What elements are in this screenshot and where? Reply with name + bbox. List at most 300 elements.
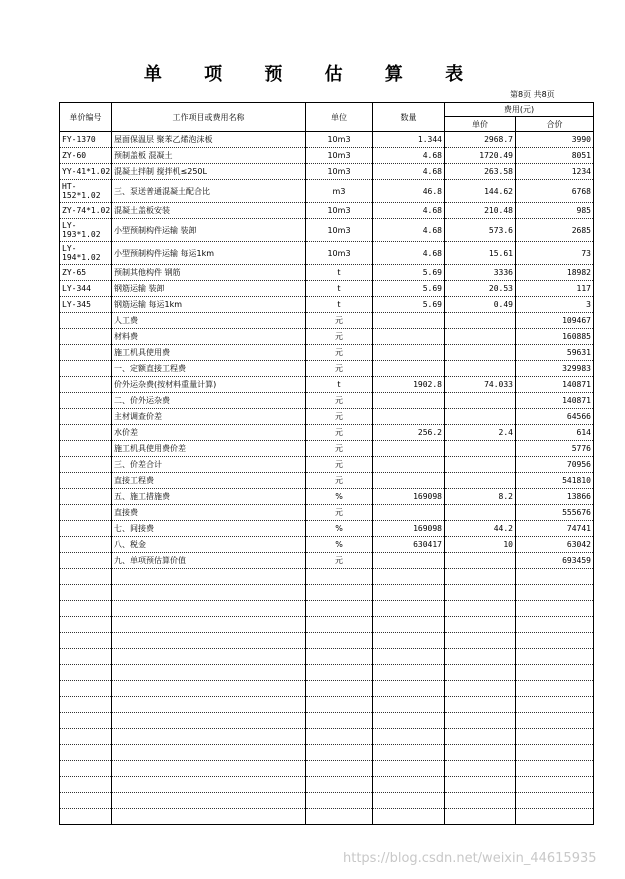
- blank-cell: [112, 681, 306, 697]
- cell-price: [445, 457, 516, 473]
- blank-cell: [516, 665, 594, 681]
- blank-cell: [306, 793, 373, 809]
- cell-price: [445, 393, 516, 409]
- cell-qty: 1902.8: [373, 377, 445, 393]
- blank-cell: [445, 713, 516, 729]
- blank-row: [60, 585, 594, 601]
- cell-code: HT-152*1.02: [60, 180, 112, 203]
- cell-code: [60, 457, 112, 473]
- blank-cell: [516, 617, 594, 633]
- cell-qty: 46.8: [373, 180, 445, 203]
- cell-qty: 5.69: [373, 281, 445, 297]
- cell-total: 1234: [516, 164, 594, 180]
- cell-price: [445, 313, 516, 329]
- cell-total: 614: [516, 425, 594, 441]
- cell-price: [445, 505, 516, 521]
- cell-price: 2.4: [445, 425, 516, 441]
- blank-cell: [112, 569, 306, 585]
- cell-name: 混凝土盖板安装: [112, 203, 306, 219]
- header-qty: 数量: [373, 103, 445, 132]
- cell-code: [60, 361, 112, 377]
- blank-cell: [306, 729, 373, 745]
- cell-code: [60, 489, 112, 505]
- cell-price: 3336: [445, 265, 516, 281]
- blank-cell: [112, 649, 306, 665]
- table-row: [60, 265, 594, 281]
- blank-cell: [373, 745, 445, 761]
- blank-cell: [373, 681, 445, 697]
- cell-total: 329983: [516, 361, 594, 377]
- cell-price: 8.2: [445, 489, 516, 505]
- cell-unit: 元: [306, 473, 373, 489]
- blank-cell: [516, 745, 594, 761]
- blank-cell: [516, 809, 594, 825]
- cell-total: 541810: [516, 473, 594, 489]
- cell-code: LY-345: [60, 297, 112, 313]
- cell-unit: m3: [306, 180, 373, 203]
- blank-cell: [445, 729, 516, 745]
- cell-name: 钢筋运输 每运1km: [112, 297, 306, 313]
- cell-qty: [373, 553, 445, 569]
- table-row: [60, 537, 594, 553]
- blank-cell: [445, 745, 516, 761]
- blank-row: [60, 633, 594, 649]
- cell-price: [445, 329, 516, 345]
- cell-qty: 4.68: [373, 164, 445, 180]
- blank-cell: [112, 809, 306, 825]
- cell-unit: t: [306, 377, 373, 393]
- blank-cell: [445, 697, 516, 713]
- blank-cell: [373, 617, 445, 633]
- table-row: [60, 242, 594, 265]
- blank-cell: [60, 761, 112, 777]
- blank-cell: [373, 777, 445, 793]
- blank-cell: [516, 681, 594, 697]
- blank-cell: [445, 761, 516, 777]
- blank-row: [60, 809, 594, 825]
- table-row: [60, 441, 594, 457]
- cell-price: 2968.7: [445, 132, 516, 148]
- blank-cell: [306, 697, 373, 713]
- table-row: [60, 219, 594, 242]
- cell-price: 263.58: [445, 164, 516, 180]
- table-row: [60, 393, 594, 409]
- cell-name: 主材调查价差: [112, 409, 306, 425]
- cell-code: ZY-74*1.02: [60, 203, 112, 219]
- cell-unit: 元: [306, 425, 373, 441]
- cell-qty: 4.68: [373, 148, 445, 164]
- blank-row: [60, 745, 594, 761]
- blank-cell: [373, 793, 445, 809]
- cell-code: [60, 409, 112, 425]
- table-row: [60, 425, 594, 441]
- cell-name: 七、间接费: [112, 521, 306, 537]
- cell-unit: %: [306, 489, 373, 505]
- cell-total: 5776: [516, 441, 594, 457]
- blank-cell: [112, 745, 306, 761]
- cell-price: 1720.49: [445, 148, 516, 164]
- cell-unit: 元: [306, 409, 373, 425]
- cell-price: [445, 441, 516, 457]
- blank-cell: [60, 617, 112, 633]
- blank-cell: [306, 761, 373, 777]
- cell-code: [60, 393, 112, 409]
- cell-price: [445, 473, 516, 489]
- blank-row: [60, 761, 594, 777]
- table-row: [60, 521, 594, 537]
- cell-name: 小型预制构件运输 装卸: [112, 219, 306, 242]
- cell-code: LY-193*1.02: [60, 219, 112, 242]
- blank-cell: [373, 585, 445, 601]
- cell-total: 13866: [516, 489, 594, 505]
- cell-total: 8051: [516, 148, 594, 164]
- blank-row: [60, 649, 594, 665]
- blank-cell: [373, 569, 445, 585]
- blank-cell: [445, 681, 516, 697]
- table-row: [60, 203, 594, 219]
- cell-code: ZY-60: [60, 148, 112, 164]
- cell-price: [445, 345, 516, 361]
- blank-cell: [445, 809, 516, 825]
- header-unit: 单位: [306, 103, 373, 132]
- cell-unit: %: [306, 521, 373, 537]
- table-row: [60, 164, 594, 180]
- cell-name: 价外运杂费(按材料重量计算): [112, 377, 306, 393]
- blank-cell: [445, 585, 516, 601]
- blank-cell: [516, 585, 594, 601]
- cell-unit: t: [306, 281, 373, 297]
- cell-total: 3: [516, 297, 594, 313]
- header-code: 单价编号: [60, 103, 112, 132]
- blank-cell: [516, 777, 594, 793]
- blank-cell: [373, 665, 445, 681]
- cell-price: 0.49: [445, 297, 516, 313]
- blank-cell: [112, 601, 306, 617]
- blank-cell: [306, 569, 373, 585]
- cell-total: 6768: [516, 180, 594, 203]
- table-row: [60, 297, 594, 313]
- blank-cell: [60, 745, 112, 761]
- blank-cell: [60, 633, 112, 649]
- cell-name: 三、泵送普通混凝土配合比: [112, 180, 306, 203]
- blank-cell: [516, 569, 594, 585]
- cell-price: 44.2: [445, 521, 516, 537]
- cell-unit: 10m3: [306, 219, 373, 242]
- cell-unit: 10m3: [306, 132, 373, 148]
- blank-cell: [306, 745, 373, 761]
- page-info: 第8页 共8页: [510, 90, 555, 99]
- blank-cell: [60, 697, 112, 713]
- cell-name: 预制其他构件 钢筋: [112, 265, 306, 281]
- blank-row: [60, 729, 594, 745]
- cell-qty: 4.68: [373, 242, 445, 265]
- cell-name: 施工机具使用费价差: [112, 441, 306, 457]
- cell-unit: 元: [306, 553, 373, 569]
- cell-unit: 元: [306, 361, 373, 377]
- header-cost: 费用(元): [445, 103, 594, 117]
- cell-name: 小型预制构件运输 每运1km: [112, 242, 306, 265]
- blank-cell: [516, 761, 594, 777]
- blank-row: [60, 569, 594, 585]
- blank-cell: [373, 761, 445, 777]
- cell-code: [60, 473, 112, 489]
- cell-total: 140871: [516, 377, 594, 393]
- blank-row: [60, 777, 594, 793]
- cell-code: [60, 553, 112, 569]
- cell-qty: 256.2: [373, 425, 445, 441]
- cell-unit: t: [306, 265, 373, 281]
- table-row: [60, 281, 594, 297]
- blank-cell: [112, 761, 306, 777]
- blank-cell: [60, 729, 112, 745]
- blank-cell: [373, 697, 445, 713]
- cell-total: 109467: [516, 313, 594, 329]
- blank-cell: [60, 665, 112, 681]
- blank-cell: [516, 601, 594, 617]
- blank-cell: [60, 777, 112, 793]
- cell-code: ZY-65: [60, 265, 112, 281]
- cell-qty: [373, 409, 445, 425]
- cell-price: 10: [445, 537, 516, 553]
- cell-qty: [373, 345, 445, 361]
- cell-unit: 元: [306, 393, 373, 409]
- watermark: https://blog.csdn.net/weixin_44615935: [343, 851, 597, 866]
- cell-total: 2685: [516, 219, 594, 242]
- cell-qty: 1.344: [373, 132, 445, 148]
- blank-cell: [445, 569, 516, 585]
- table-row: [60, 313, 594, 329]
- cell-name: 一、定额直接工程费: [112, 361, 306, 377]
- blank-cell: [516, 649, 594, 665]
- blank-cell: [306, 585, 373, 601]
- header-total: 合价: [516, 117, 594, 132]
- cell-total: 18982: [516, 265, 594, 281]
- cell-price: 74.033: [445, 377, 516, 393]
- blank-cell: [445, 793, 516, 809]
- blank-row: [60, 713, 594, 729]
- cell-qty: 4.68: [373, 203, 445, 219]
- cell-code: LY-344: [60, 281, 112, 297]
- blank-cell: [306, 633, 373, 649]
- cell-name: 八、税金: [112, 537, 306, 553]
- cell-code: [60, 345, 112, 361]
- table-row: [60, 409, 594, 425]
- blank-cell: [112, 697, 306, 713]
- blank-row: [60, 617, 594, 633]
- cell-qty: [373, 441, 445, 457]
- table-row: [60, 377, 594, 393]
- table-row: [60, 148, 594, 164]
- blank-cell: [445, 777, 516, 793]
- header-name: 工作项目或费用名称: [112, 103, 306, 132]
- blank-cell: [445, 665, 516, 681]
- cell-price: 144.62: [445, 180, 516, 203]
- cell-unit: 10m3: [306, 203, 373, 219]
- blank-cell: [516, 713, 594, 729]
- cell-qty: 169098: [373, 489, 445, 505]
- cell-name: 五、施工措施费: [112, 489, 306, 505]
- cell-qty: 5.69: [373, 297, 445, 313]
- cell-name: 水价差: [112, 425, 306, 441]
- blank-cell: [306, 681, 373, 697]
- cell-name: 二、价外运杂费: [112, 393, 306, 409]
- cell-total: 160885: [516, 329, 594, 345]
- cell-total: 117: [516, 281, 594, 297]
- cell-name: 施工机具使用费: [112, 345, 306, 361]
- cell-code: [60, 505, 112, 521]
- table-row: [60, 329, 594, 345]
- blank-cell: [60, 793, 112, 809]
- blank-cell: [306, 809, 373, 825]
- cell-unit: %: [306, 537, 373, 553]
- cell-code: [60, 425, 112, 441]
- cell-unit: 10m3: [306, 148, 373, 164]
- cell-total: 73: [516, 242, 594, 265]
- cell-price: 15.61: [445, 242, 516, 265]
- page-title: 单 项 预 估 算 表: [143, 64, 482, 85]
- cell-qty: [373, 313, 445, 329]
- table-row: [60, 180, 594, 203]
- blank-cell: [112, 665, 306, 681]
- cell-unit: 元: [306, 441, 373, 457]
- table-row: [60, 505, 594, 521]
- cell-price: 210.48: [445, 203, 516, 219]
- table-row: [60, 489, 594, 505]
- cell-total: 59631: [516, 345, 594, 361]
- cell-qty: [373, 505, 445, 521]
- blank-cell: [306, 777, 373, 793]
- blank-cell: [445, 617, 516, 633]
- blank-row: [60, 793, 594, 809]
- blank-cell: [112, 793, 306, 809]
- blank-cell: [445, 601, 516, 617]
- cell-qty: [373, 329, 445, 345]
- cell-unit: 元: [306, 505, 373, 521]
- blank-cell: [60, 713, 112, 729]
- blank-cell: [112, 633, 306, 649]
- blank-cell: [306, 713, 373, 729]
- cell-qty: [373, 457, 445, 473]
- cell-qty: 169098: [373, 521, 445, 537]
- cell-total: 70956: [516, 457, 594, 473]
- cell-name: 混凝土拌制 搅拌机≤250L: [112, 164, 306, 180]
- cell-total: 3990: [516, 132, 594, 148]
- cell-qty: 630417: [373, 537, 445, 553]
- blank-cell: [60, 649, 112, 665]
- cell-price: [445, 409, 516, 425]
- cell-unit: 元: [306, 345, 373, 361]
- cell-qty: 4.68: [373, 219, 445, 242]
- cell-name: 三、价差合计: [112, 457, 306, 473]
- cell-code: [60, 441, 112, 457]
- cell-unit: 元: [306, 329, 373, 345]
- cell-name: 材料费: [112, 329, 306, 345]
- cell-price: 20.53: [445, 281, 516, 297]
- blank-cell: [516, 729, 594, 745]
- table-row: [60, 553, 594, 569]
- cell-code: [60, 537, 112, 553]
- table-row: [60, 473, 594, 489]
- cell-price: [445, 361, 516, 377]
- blank-cell: [112, 713, 306, 729]
- cell-qty: 5.69: [373, 265, 445, 281]
- blank-cell: [112, 585, 306, 601]
- blank-cell: [516, 793, 594, 809]
- blank-cell: [373, 649, 445, 665]
- blank-cell: [306, 617, 373, 633]
- cell-total: 64566: [516, 409, 594, 425]
- blank-cell: [516, 697, 594, 713]
- blank-cell: [373, 729, 445, 745]
- blank-cell: [306, 665, 373, 681]
- cell-price: [445, 553, 516, 569]
- cell-name: 钢筋运输 装卸: [112, 281, 306, 297]
- cell-total: 74741: [516, 521, 594, 537]
- cell-total: 63042: [516, 537, 594, 553]
- blank-cell: [516, 633, 594, 649]
- cell-name: 人工费: [112, 313, 306, 329]
- cell-code: [60, 521, 112, 537]
- blank-cell: [306, 649, 373, 665]
- blank-cell: [112, 617, 306, 633]
- blank-cell: [60, 809, 112, 825]
- table-row: [60, 345, 594, 361]
- cell-unit: 元: [306, 313, 373, 329]
- table-row: [60, 457, 594, 473]
- table-row: [60, 132, 594, 148]
- estimate-table: [59, 102, 594, 825]
- cell-total: 140871: [516, 393, 594, 409]
- blank-cell: [445, 633, 516, 649]
- blank-cell: [60, 569, 112, 585]
- blank-cell: [373, 809, 445, 825]
- cell-name: 九、单项预估算价值: [112, 553, 306, 569]
- cell-code: LY-194*1.02: [60, 242, 112, 265]
- blank-cell: [60, 601, 112, 617]
- cell-name: 预制盖板 混凝土: [112, 148, 306, 164]
- cell-name: 直接费: [112, 505, 306, 521]
- cell-total: 693459: [516, 553, 594, 569]
- table-row: [60, 361, 594, 377]
- blank-cell: [373, 601, 445, 617]
- blank-cell: [60, 681, 112, 697]
- cell-price: 573.6: [445, 219, 516, 242]
- blank-row: [60, 681, 594, 697]
- cell-unit: 10m3: [306, 242, 373, 265]
- blank-row: [60, 697, 594, 713]
- blank-cell: [373, 713, 445, 729]
- cell-qty: [373, 473, 445, 489]
- blank-row: [60, 665, 594, 681]
- blank-cell: [373, 633, 445, 649]
- blank-row: [60, 601, 594, 617]
- cell-name: 直接工程费: [112, 473, 306, 489]
- cell-code: [60, 377, 112, 393]
- cell-unit: 元: [306, 457, 373, 473]
- blank-cell: [445, 649, 516, 665]
- cell-unit: 10m3: [306, 164, 373, 180]
- cell-qty: [373, 361, 445, 377]
- cell-total: 555676: [516, 505, 594, 521]
- cell-code: [60, 313, 112, 329]
- cell-code: [60, 329, 112, 345]
- blank-cell: [112, 729, 306, 745]
- blank-cell: [112, 777, 306, 793]
- header-unit-price: 单价: [445, 117, 516, 132]
- blank-cell: [306, 601, 373, 617]
- cell-qty: [373, 393, 445, 409]
- cell-unit: t: [306, 297, 373, 313]
